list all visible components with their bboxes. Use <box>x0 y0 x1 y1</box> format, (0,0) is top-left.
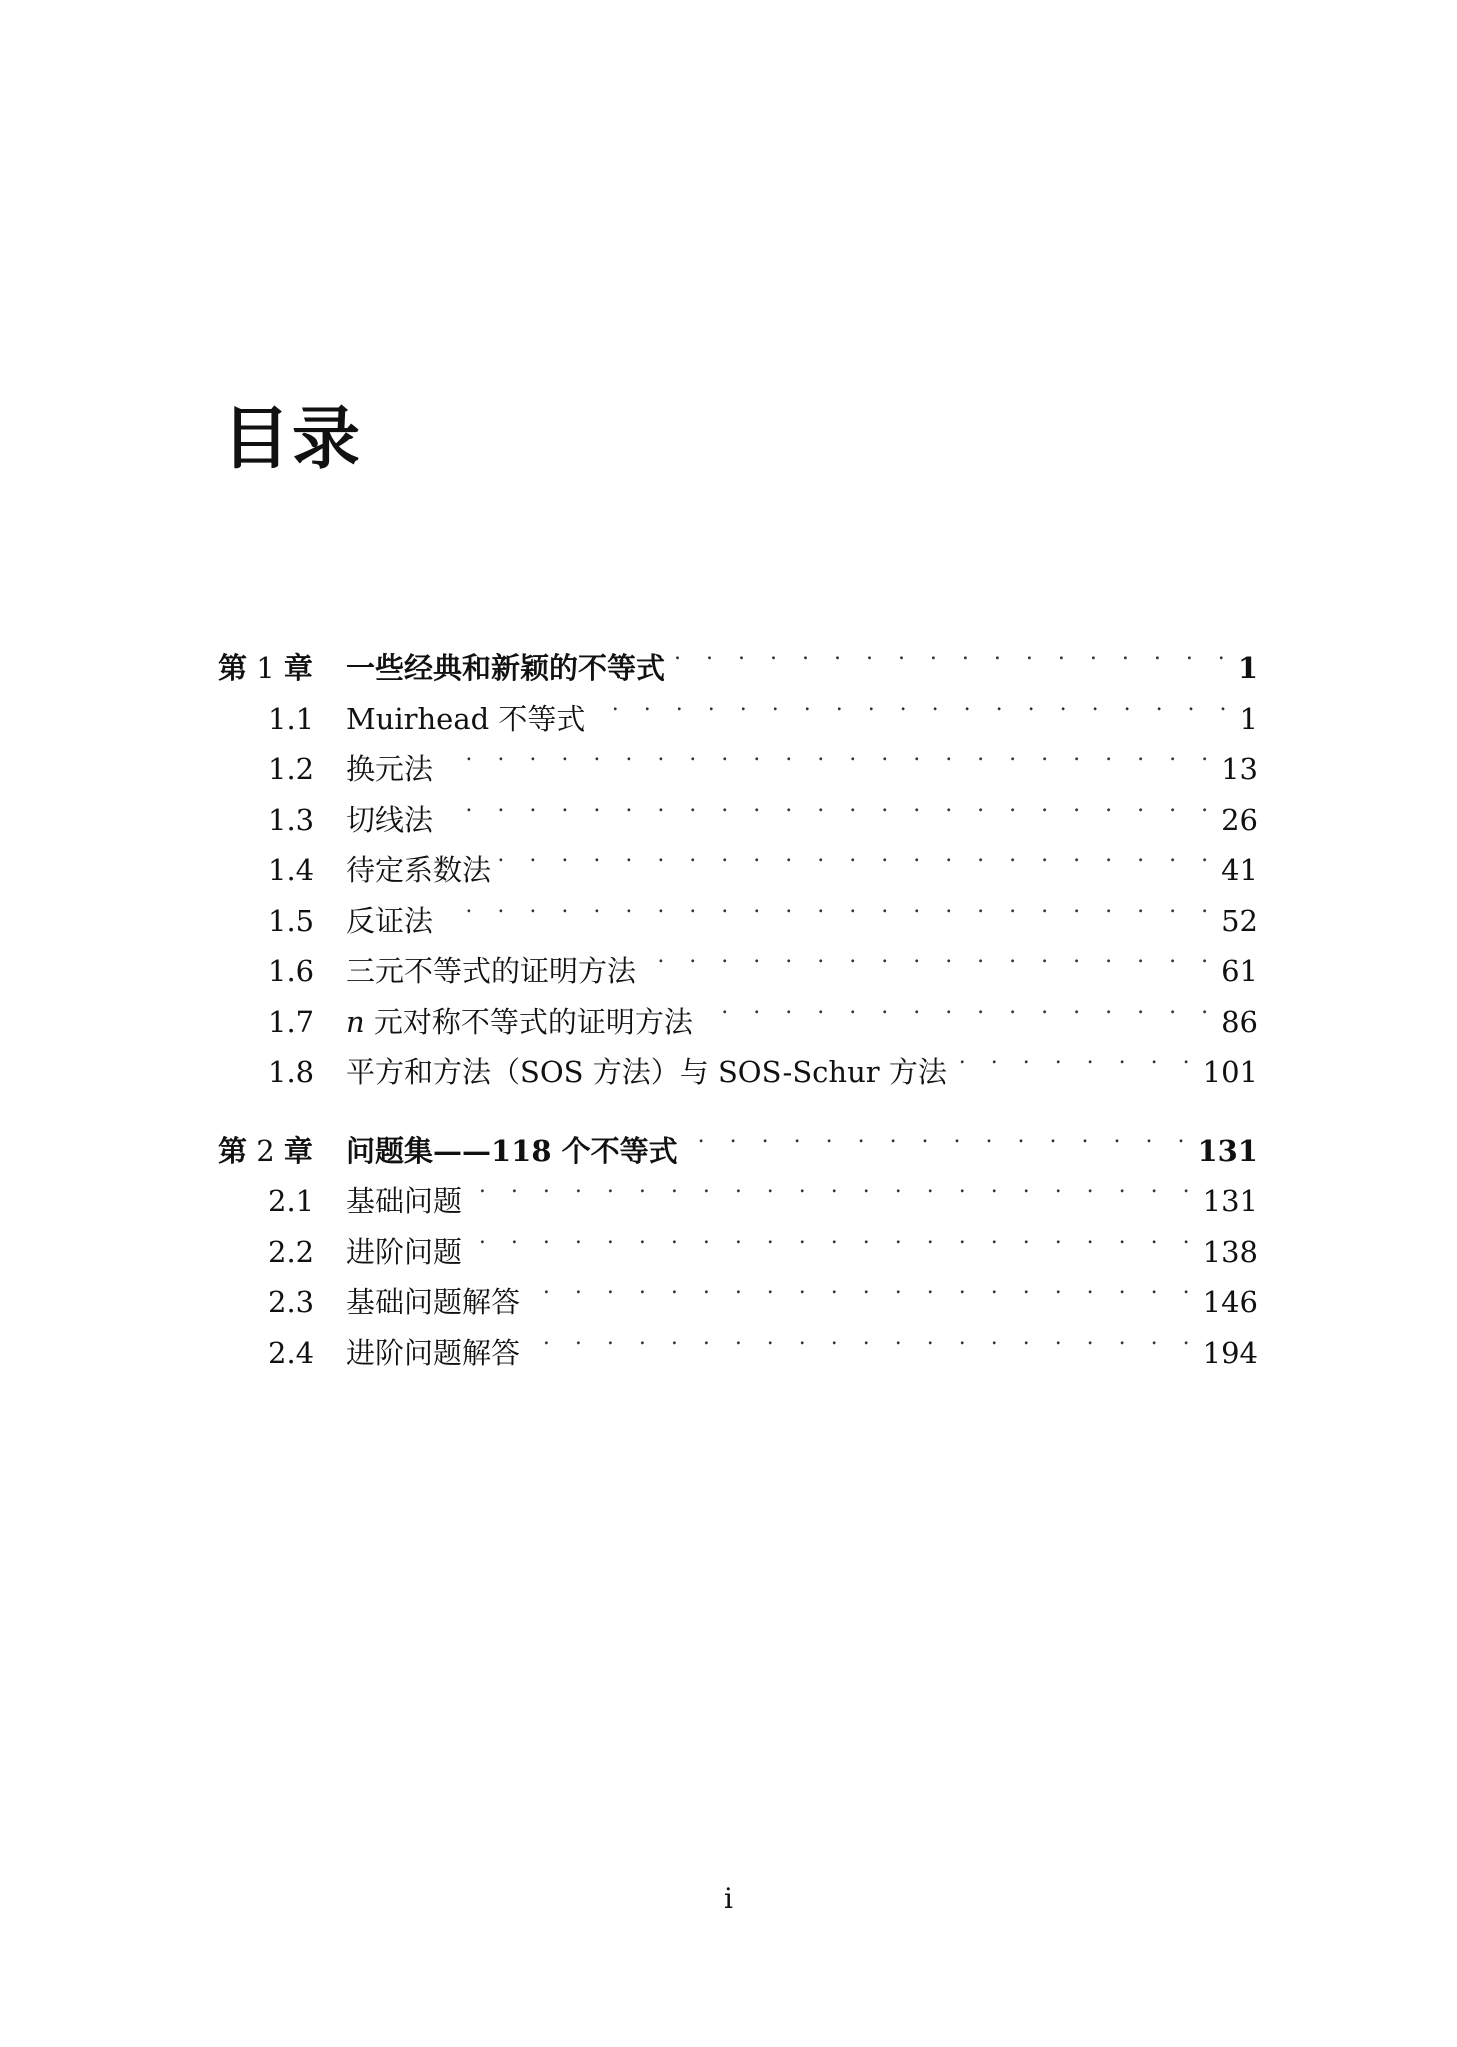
page-title: 目录 <box>222 399 363 479</box>
section-page-number: 1 <box>1239 701 1258 736</box>
dot-leader <box>591 679 1235 729</box>
section-number: 1.3 <box>268 802 315 837</box>
chapter-title: 问题集——118 个不等式 <box>346 1133 678 1168</box>
section-number: 2.1 <box>268 1184 315 1218</box>
section-number: 1.6 <box>268 954 315 988</box>
section-title: 切线法 <box>346 802 434 837</box>
chapter-title: 一些经典和新颖的不等式 <box>346 651 666 685</box>
dot-leader <box>439 729 1217 779</box>
section-title: Muirhead 不等式 <box>346 701 586 736</box>
section-page-number: 13 <box>1221 752 1258 786</box>
chapter-1 <box>218 628 1258 1089</box>
dot-leader <box>497 830 1217 880</box>
dot-leader <box>699 982 1217 1032</box>
section-title: 三元不等式的证明方法 <box>346 954 637 988</box>
section-number: 2.4 <box>268 1335 315 1370</box>
section-page-number: 41 <box>1221 853 1258 887</box>
section-title: 基础问题解答 <box>346 1285 521 1319</box>
section-number: 1.1 <box>268 701 315 736</box>
section-page-number: 146 <box>1202 1285 1258 1319</box>
dot-leader <box>953 1032 1199 1082</box>
section-number: 2.3 <box>268 1285 315 1319</box>
section-page-number: 26 <box>1221 802 1258 837</box>
chapter-number: 第 2 章 <box>218 1133 313 1168</box>
section-page-number: 194 <box>1202 1335 1258 1370</box>
dot-leader <box>439 881 1217 931</box>
dot-leader <box>642 931 1217 981</box>
section-title: 反证法 <box>346 903 434 938</box>
dot-leader <box>671 628 1234 678</box>
section-page-number: 86 <box>1221 1004 1258 1039</box>
section-page-number: 138 <box>1202 1234 1258 1269</box>
section-title: n 元对称不等式的证明方法 <box>346 1004 693 1039</box>
section-number: 2.2 <box>268 1234 315 1269</box>
chapter-page-number: 1 <box>1237 651 1258 685</box>
page-footer-number: i <box>724 1882 733 1915</box>
section-number: 1.7 <box>268 1004 315 1039</box>
section-title: 平方和方法（SOS 方法）与 SOS-Schur 方法 <box>346 1055 947 1089</box>
dot-leader <box>439 780 1217 830</box>
section-page-number: 101 <box>1202 1055 1258 1089</box>
chapter-page-number: 131 <box>1197 1133 1258 1168</box>
chapter-2 <box>218 1111 1258 1370</box>
chapter-2-entry[interactable] <box>218 1111 1258 1168</box>
dot-leader <box>684 1111 1194 1161</box>
section-page-number: 52 <box>1221 903 1258 938</box>
section-number: 1.4 <box>268 853 315 887</box>
dot-leader <box>526 1313 1199 1363</box>
section-title: 进阶问题 <box>346 1234 463 1269</box>
section-title: 基础问题 <box>346 1184 463 1218</box>
chapter-1-entry[interactable] <box>218 628 1258 685</box>
section-number: 1.5 <box>268 903 315 938</box>
dot-leader <box>526 1262 1199 1312</box>
math-variable-n: n <box>346 1004 365 1039</box>
dot-leader <box>468 1212 1199 1262</box>
dot-leader <box>468 1161 1199 1211</box>
section-number: 1.2 <box>268 752 315 786</box>
section-title: 待定系数法 <box>346 853 492 887</box>
section-page-number: 61 <box>1221 954 1258 988</box>
section-page-number: 131 <box>1202 1184 1258 1218</box>
chapter-number: 第 1 章 <box>218 651 313 685</box>
section-number: 1.8 <box>268 1055 315 1089</box>
section-title: 进阶问题解答 <box>346 1335 521 1370</box>
table-of-contents <box>218 628 1258 1391</box>
section-title: 换元法 <box>346 752 434 786</box>
